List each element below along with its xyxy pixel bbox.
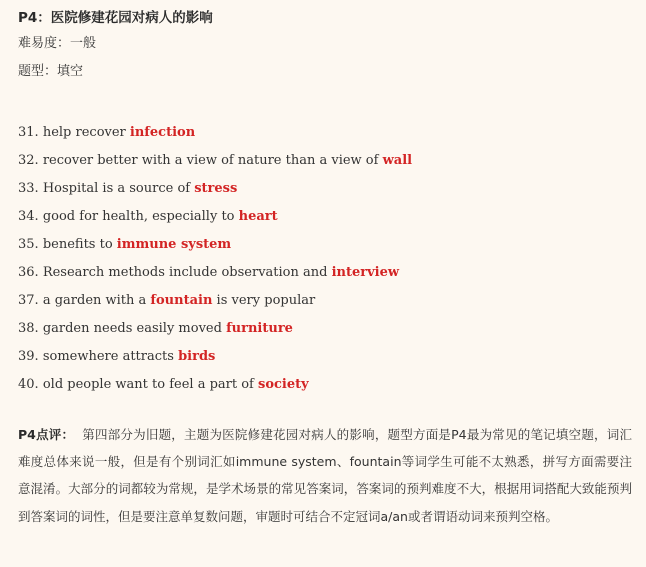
question-item [18,287,636,315]
commentary-paragraph [18,421,636,530]
question-number: 34. [18,209,39,224]
answer-word: immune system [116,237,232,252]
question-number: 33. [18,181,39,196]
question-text: benefits to [42,237,117,252]
question-text: good for health, especially to [42,209,239,224]
question-item [18,203,636,231]
question-type-line: 题型：填空 [18,64,84,79]
question-number: 31. [18,125,39,140]
answer-word: fountain [150,293,213,308]
answer-word: heart [238,209,278,224]
question-item [18,119,636,147]
spacer [18,86,636,119]
question-item [18,315,636,343]
question-item [18,259,636,287]
question-item [18,147,636,175]
question-list [18,119,636,399]
question-number: 35. [18,237,39,252]
commentary-text: 第四部分为旧题，主题为医院修建花园对病人的影响，题型方面是P4最为常见的笔记填空题，词汇难度总体来说一般，但是有个别词汇如immune system、fountain等词学生可能不太熟悉，拼写方面需要注意混淆。大部分的词都较为常规，是学术场景的常见答案词，答案词的预判难度不大，根据用词搭配大致能预判到答案词的词性，但是要注意单复数问题，审题时可结合不定冠词a/an或者谓语动词来预判空格。 [18,427,633,524]
answer-word: birds [178,349,216,364]
spacer [18,399,636,421]
question-text: a garden with a [42,293,151,308]
question-text: help recover [42,125,130,140]
question-text: Hospital is a source of [42,181,195,196]
question-number: 37. [18,293,39,308]
question-item [18,175,636,203]
section-title: P4：医院修建花园对病人的影响 [18,10,213,26]
answer-word: interview [331,265,400,280]
question-text: Research methods include observation and [42,265,332,280]
commentary-label: P4点评： [18,427,75,442]
question-text: old people want to feel a part of [42,377,258,392]
difficulty-line: 难易度：一般 [18,36,97,51]
question-text: recover better with a view of nature than a view of [42,153,383,168]
question-item [18,231,636,259]
question-item [18,371,636,399]
question-number: 38. [18,321,39,336]
question-item [18,343,636,371]
answer-word: wall [382,153,413,168]
question-text: garden needs easily moved [42,321,227,336]
question-number: 40. [18,377,39,392]
answer-word: infection [129,125,196,140]
question-text: somewhere attracts [42,349,179,364]
question-number: 39. [18,349,39,364]
question-number: 36. [18,265,39,280]
question-number: 32. [18,153,39,168]
answer-word: society [258,377,309,392]
question-text-after: is very popular [212,293,316,308]
answer-word: furniture [226,321,293,336]
answer-word: stress [194,181,238,196]
